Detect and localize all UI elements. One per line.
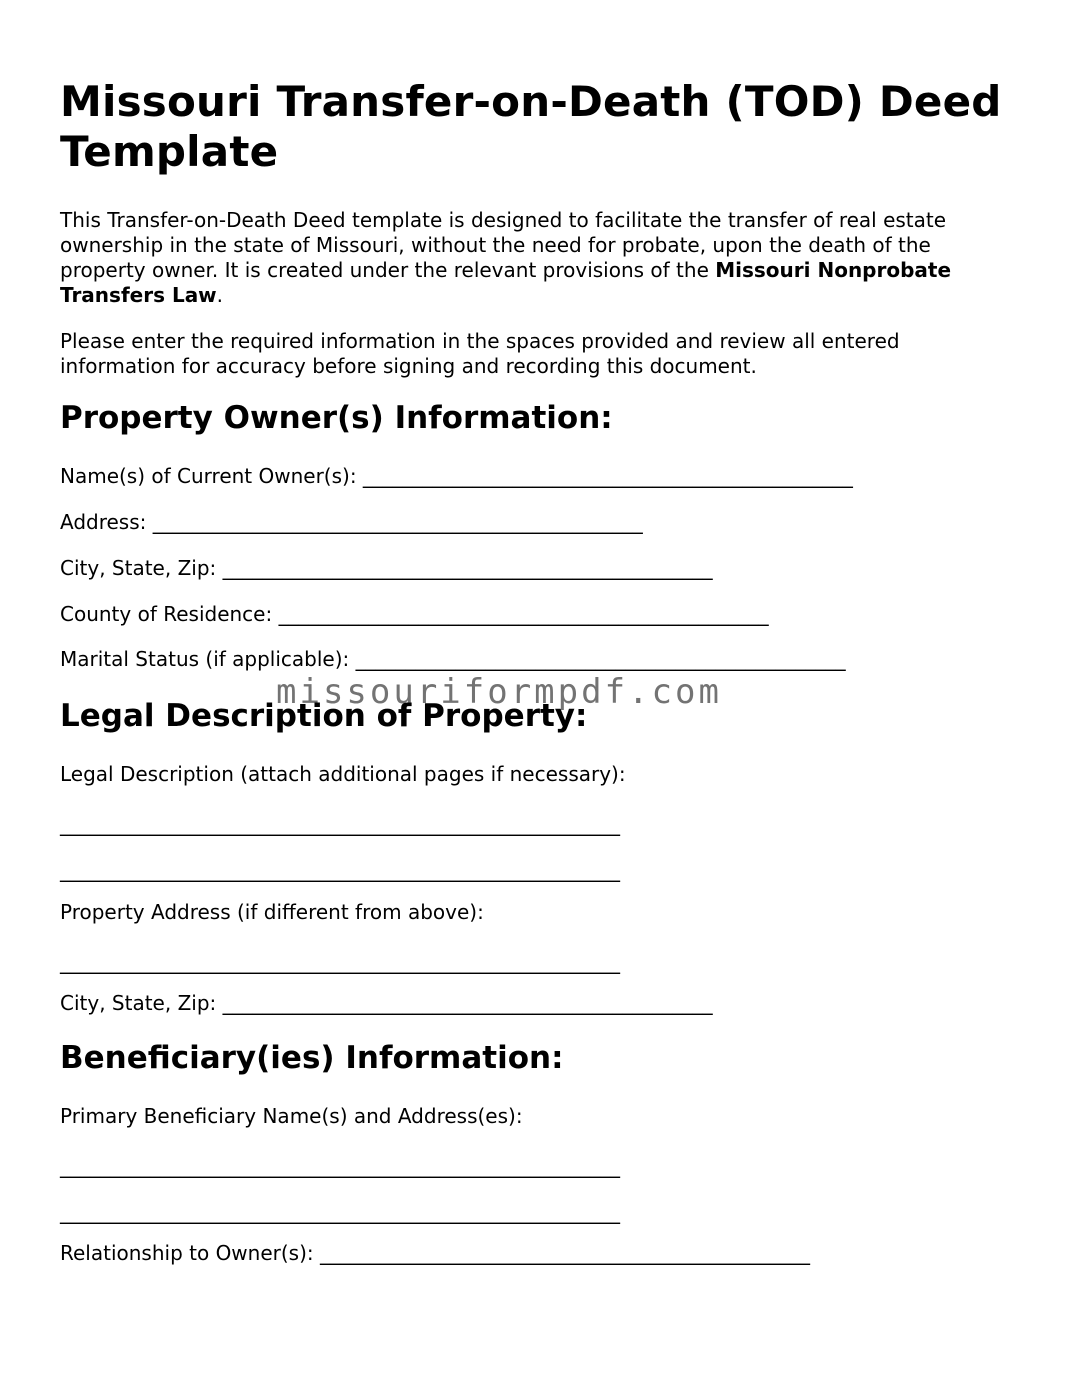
- intro-text: This Transfer-on-Death Deed template is designed to facilitate the transfer of real estate ownership in the state of Missouri, without the need for probate, upon the death of the property owner. It is created under the relevant provisions of the: [60, 208, 947, 282]
- legal-section-heading: Legal Description of Property:: [60, 698, 588, 734]
- document-title: Missouri Transfer-on-Death (TOD) Deed Template: [60, 77, 1002, 176]
- beneficiary-line-1[interactable]: ________________________________________________________: [60, 1154, 620, 1178]
- property-address-label: Property Address (if different from above):: [60, 900, 484, 924]
- owner-marital-field[interactable]: Marital Status (if applicable): _________________________________________________: [60, 647, 846, 671]
- primary-beneficiary-label: Primary Beneficiary Name(s) and Address(es):: [60, 1104, 523, 1128]
- instructions-paragraph: Please enter the required information in the spaces provided and review all entered information for accuracy before signing and recording this document.: [60, 329, 900, 378]
- legal-description-label: Legal Description (attach additional pages if necessary):: [60, 762, 626, 786]
- law-name: Missouri Nonprobate Transfers Law: [60, 258, 952, 307]
- legal-description-line-1[interactable]: ________________________________________________________: [60, 812, 620, 836]
- beneficiary-line-2[interactable]: ________________________________________________________: [60, 1200, 620, 1224]
- watermark-text: missouriformpdf.com: [276, 672, 722, 712]
- relationship-field[interactable]: Relationship to Owner(s): _________________________________________________: [60, 1241, 810, 1265]
- owner-county-field[interactable]: County of Residence: _________________________________________________: [60, 602, 769, 626]
- beneficiary-section-heading: Beneficiary(ies) Information:: [60, 1040, 564, 1076]
- owner-names-field[interactable]: Name(s) of Current Owner(s): _________________________________________________: [60, 464, 853, 488]
- owner-address-field[interactable]: Address: _________________________________________________: [60, 510, 643, 534]
- intro-text-end: .: [216, 283, 224, 307]
- owner-section-heading: Property Owner(s) Information:: [60, 400, 613, 436]
- legal-description-line-2[interactable]: ________________________________________________________: [60, 858, 620, 882]
- owner-city-field[interactable]: City, State, Zip: _________________________________________________: [60, 556, 713, 580]
- property-city-field[interactable]: City, State, Zip: _________________________________________________: [60, 991, 713, 1015]
- property-address-line[interactable]: ________________________________________________________: [60, 950, 620, 974]
- intro-paragraph: [60, 208, 1020, 308]
